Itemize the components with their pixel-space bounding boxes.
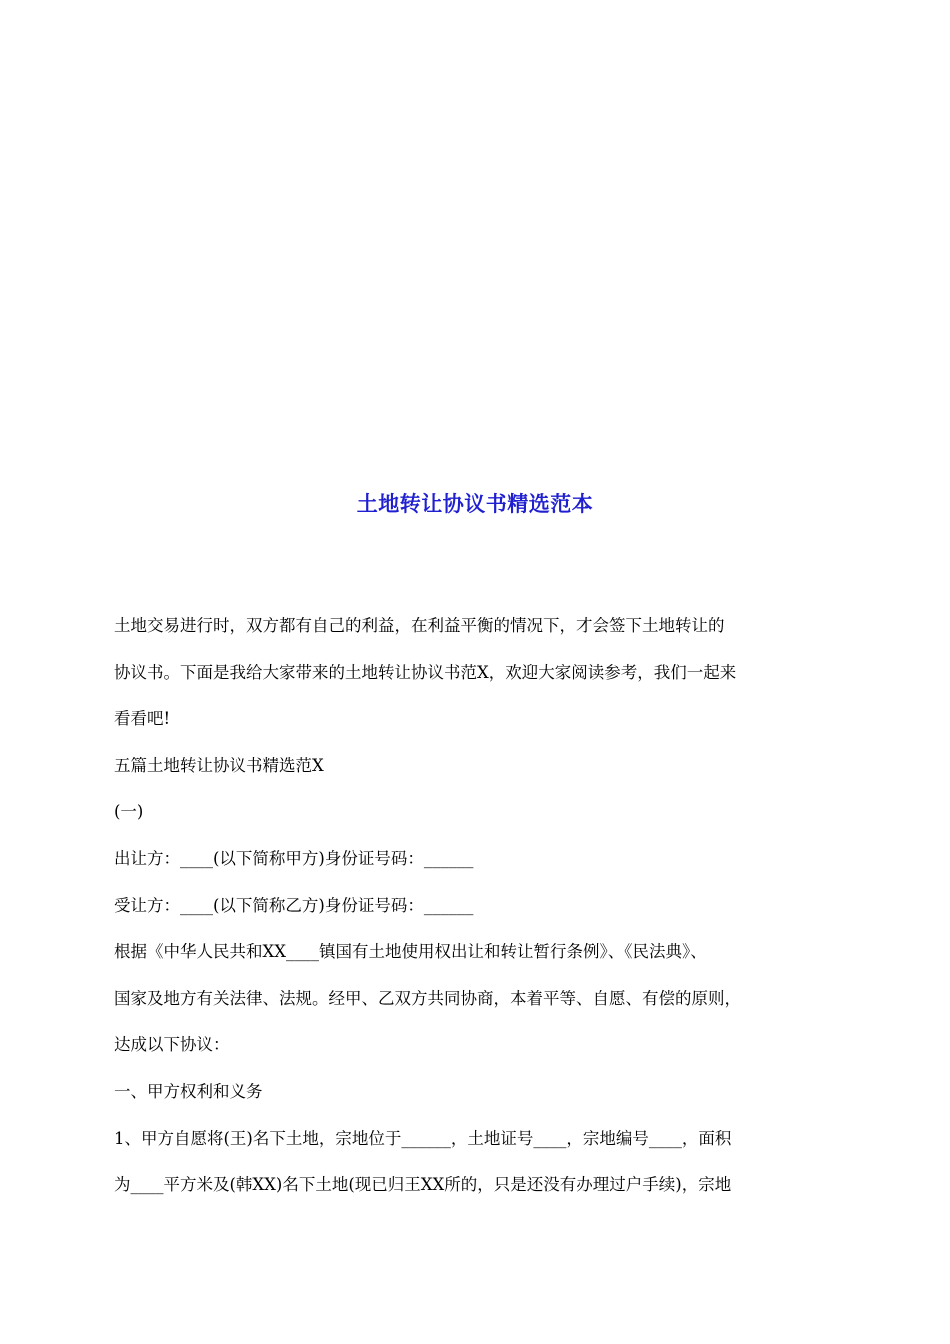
section-number-one: (一) [114,802,144,822]
body-line-3: 看看吧! [114,709,171,729]
clause-heading-party-a: 一、甲方权利和义务 [114,1081,263,1101]
document-title: 土地转让协议书精选范本 [356,491,594,516]
body-line-legal-basis-2: 国家及地方有关法律、法规。经甲、乙双方共同协商，本着平等、自愿、有偿的原则， [114,988,741,1008]
clause-1-line-1: 1、甲方自愿将(王)名下土地，宗地位于______，土地证号____，宗地编号____，面积 [114,1128,732,1148]
document-body [114,603,852,1209]
transferor-line: 出让方：____(以下简称甲方)身份证号码：______ [114,848,474,868]
body-line-legal-basis-1: 根据《中华人民共和XX____镇国有土地使用权出让和转让暂行条例》、《民法典》、 [114,942,707,962]
body-line-1: 土地交易进行时，双方都有自己的利益，在利益平衡的情况下，才会签下土地转让的 [114,616,725,635]
body-line-legal-basis-3: 达成以下协议： [114,1035,230,1055]
body-line-2: 协议书。下面是我给大家带来的土地转让协议书范X，欢迎大家阅读参考，我们一起来 [114,662,737,682]
transferee-line: 受让方：____(以下简称乙方)身份证号码：______ [114,895,474,915]
clause-1-line-2: 为____平方米及(韩XX)名下土地(现已归王XX所的，只是还没有办理过户手续)，宗地 [114,1175,732,1195]
section-heading-five-samples: 五篇土地转让协议书精选范X [114,755,324,775]
